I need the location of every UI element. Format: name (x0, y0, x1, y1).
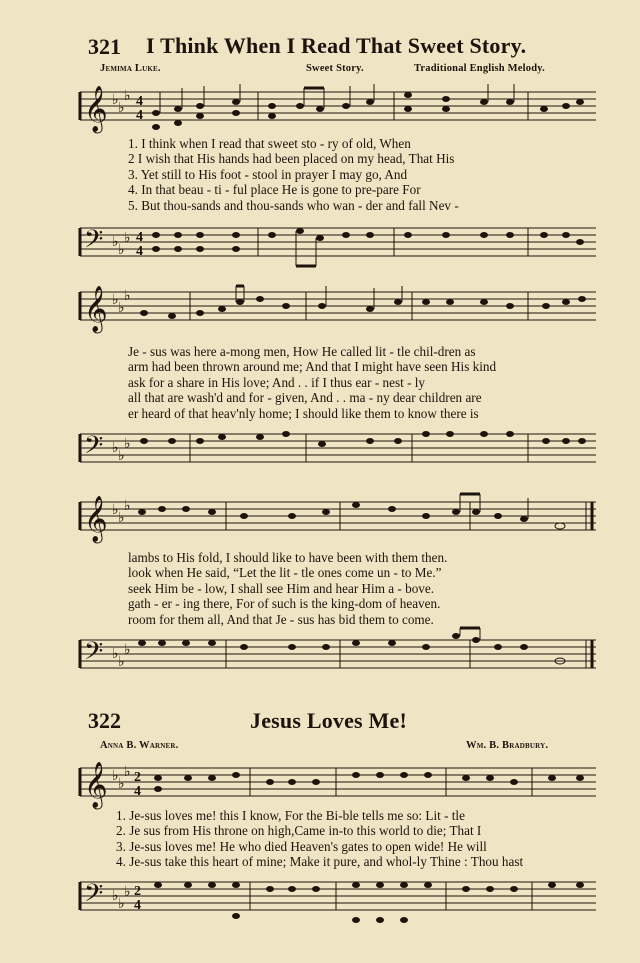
svg-text:♭: ♭ (124, 499, 131, 514)
svg-text:𝄢: 𝄢 (84, 638, 104, 671)
svg-text:♭: ♭ (112, 293, 119, 308)
hymn-composer-321: Traditional English Melody. (414, 63, 545, 74)
hymn-322-bass-staff (0, 868, 640, 958)
svg-text:4: 4 (136, 108, 143, 123)
svg-text:♭: ♭ (118, 655, 125, 670)
hymn-322-verses (116, 808, 523, 870)
svg-text:♭: ♭ (112, 647, 119, 662)
svg-text:♭: ♭ (112, 235, 119, 250)
verse-line: all that are wash'd and for - given, And . . ma - ny dear children are (128, 390, 482, 406)
verse-line: 5. But thou-sands and thou-sands who wan - der and fall Nev - (128, 197, 459, 213)
verse-line: 3. Je-sus loves me! He who died Heaven's gates to open wide! He will (116, 838, 487, 854)
verse-line: 4. In that beau - ti - ful place He is gone to pre-pare For (128, 182, 421, 198)
system-3-verses (128, 550, 447, 627)
hymn-composer-322: Wm. B. Bradbury. (466, 740, 549, 751)
system-3-bass-staff (0, 626, 640, 686)
verse-line: ask for a share in His love; And . . if I thus ear - nest - ly (128, 374, 426, 390)
hymn-author-322: Anna B. Warner. (100, 740, 179, 751)
svg-text:𝄞: 𝄞 (84, 286, 108, 331)
svg-text:♭: ♭ (112, 441, 119, 456)
verse-line: seek Him be - low, I shall see Him and hear Him a - bove. (128, 580, 435, 596)
system-1-verses (128, 136, 459, 213)
hymn-title-322: Jesus Loves Me! (250, 708, 407, 733)
system-2-verses (128, 344, 496, 421)
svg-text:♭: ♭ (124, 289, 131, 304)
svg-text:♭: ♭ (124, 643, 131, 658)
svg-text:2: 2 (134, 770, 141, 785)
svg-text:2: 2 (134, 884, 141, 899)
svg-text:♭: ♭ (124, 89, 131, 104)
verse-line: 1. I think when I read that sweet sto - ry of old, When (128, 136, 411, 151)
verse-line: er heard of that heav'nly home; I should like them to know there is (128, 405, 479, 421)
svg-text:𝄞: 𝄞 (84, 762, 108, 807)
verse-line: 4. Je-sus take this heart of mine; Make it pure, and whol-ly Thine : Thou hast (116, 854, 524, 870)
svg-text:4: 4 (136, 244, 143, 259)
verse-line: Je - sus was here a-mong men, How He called lit - tle chil-dren as (128, 344, 476, 359)
svg-text:♭: ♭ (118, 101, 125, 116)
hymn-author-321: Jemima Luke. (100, 63, 161, 74)
verse-line: 1. Je-sus loves me! this I know, For the Bi-ble tells me so: Lit - tle (116, 808, 465, 823)
verse-line: room for them all, And that Je - sus has bid them to come. (128, 611, 434, 627)
svg-text:𝄢: 𝄢 (84, 432, 104, 465)
system-2-bass-staff (0, 420, 640, 480)
verse-line: gath - er - ing there, For of such is the king-dom of heaven. (128, 596, 441, 612)
svg-text:♭: ♭ (124, 885, 131, 900)
svg-text:♭: ♭ (118, 897, 125, 912)
svg-text:♭: ♭ (124, 231, 131, 246)
svg-text:♭: ♭ (118, 449, 125, 464)
svg-text:𝄢: 𝄢 (84, 226, 104, 259)
svg-text:𝄢: 𝄢 (84, 880, 104, 913)
svg-text:𝄞: 𝄞 (84, 496, 108, 541)
verse-line: 2. Je sus from His throne on high,Came in-to this world to die; That I (116, 823, 482, 839)
hymn-number-322: 322 (88, 708, 121, 733)
verse-line: lambs to His fold, I should like to have been with them then. (128, 550, 448, 565)
verse-line: look when He said, “Let the lit - tle ones come un - to Me.” (128, 565, 442, 581)
svg-text:♭: ♭ (124, 437, 131, 452)
svg-text:♭: ♭ (118, 511, 125, 526)
svg-text:♭: ♭ (118, 777, 125, 792)
hymn-number-321: 321 (88, 34, 121, 59)
svg-text:♭: ♭ (112, 93, 119, 108)
svg-text:♭: ♭ (118, 243, 125, 258)
hymn-title-321: I Think When I Read That Sweet Story. (146, 33, 527, 58)
svg-text:♭: ♭ (112, 769, 119, 784)
svg-text:♭: ♭ (118, 301, 125, 316)
svg-text:4: 4 (134, 784, 141, 799)
svg-text:4: 4 (136, 94, 143, 109)
svg-text:4: 4 (134, 898, 141, 913)
hymn-tune-321: Sweet Story. (306, 63, 364, 74)
system-2-treble-staff (0, 282, 640, 342)
system-1-treble-staff (0, 82, 640, 142)
svg-text:♭: ♭ (124, 765, 131, 780)
svg-text:♭: ♭ (112, 503, 119, 518)
verse-line: 2 I wish that His hands had been placed on my head, That His (128, 151, 455, 167)
svg-text:4: 4 (136, 230, 143, 245)
verse-line: 3. Yet still to His foot - stool in prayer I may go, And (128, 166, 408, 182)
svg-text:𝄞: 𝄞 (84, 86, 108, 131)
verse-line: arm had been thrown around me; And that I might have seen His kind (128, 359, 497, 375)
system-1-bass-staff (0, 214, 640, 274)
svg-text:♭: ♭ (112, 889, 119, 904)
system-3-treble-staff (0, 492, 640, 552)
